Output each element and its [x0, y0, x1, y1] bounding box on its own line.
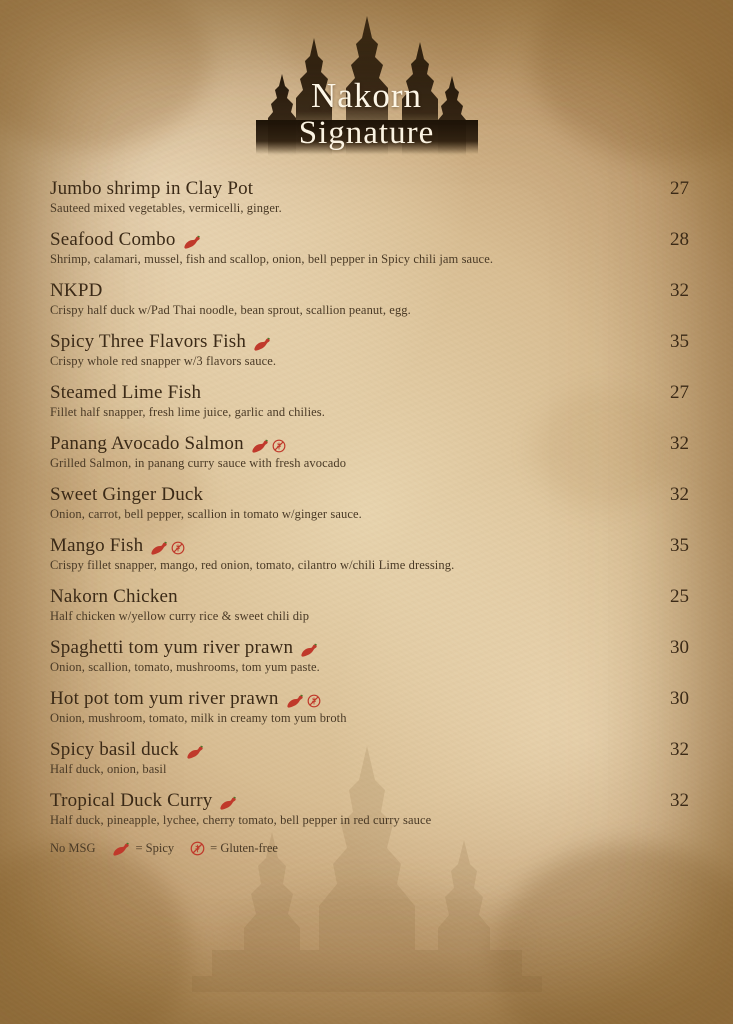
chili-icon	[150, 541, 169, 555]
menu-item-row	[50, 178, 689, 200]
gluten-free-icon	[272, 439, 286, 453]
menu-item-icons	[253, 337, 272, 351]
menu-item-description: Crispy whole red snapper w/3 flavors sauce.	[50, 354, 277, 368]
paper-stain	[220, 884, 520, 1004]
legend	[50, 841, 683, 856]
chili-icon	[300, 643, 319, 657]
menu-item-price: 35	[670, 331, 689, 352]
title-block	[0, 78, 733, 153]
menu-item	[50, 229, 689, 267]
menu-item-name-wrapper	[50, 535, 185, 557]
menu-item-description: Crispy fillet snapper, mango, red onion, tomato, cilantro w/chili Lime dressing.	[50, 558, 455, 572]
menu-item-description: Half duck, onion, basil	[50, 762, 167, 776]
menu-item	[50, 535, 689, 573]
menu-item-price: 32	[670, 433, 689, 454]
menu-item	[50, 739, 689, 777]
menu-item-name-wrapper	[50, 484, 203, 506]
menu-item-row	[50, 382, 689, 404]
menu-item-description: Shrimp, calamari, mussel, fish and scallop, onion, bell pepper in Spicy chili jam sauce.	[50, 252, 494, 266]
menu-item-name: Seafood Combo	[50, 229, 176, 250]
menu-item-name: Nakorn Chicken	[50, 586, 178, 607]
menu-item-row	[50, 484, 689, 506]
menu-item-icons	[300, 643, 319, 657]
menu-item-price: 32	[670, 484, 689, 505]
menu-item-name: Panang Avocado Salmon	[50, 433, 244, 454]
menu-item-name-wrapper	[50, 433, 286, 455]
menu-item-name-wrapper	[50, 637, 319, 659]
menu-item-description: Onion, carrot, bell pepper, scallion in tomato w/ginger sauce.	[50, 507, 362, 521]
menu-item-description: Onion, scallion, tomato, mushrooms, tom yum paste.	[50, 660, 320, 674]
menu-item-price: 32	[670, 280, 689, 301]
menu-item-name: Mango Fish	[50, 535, 144, 556]
menu-item-description: Grilled Salmon, in panang curry sauce with fresh avocado	[50, 456, 347, 470]
menu-item-row	[50, 535, 689, 557]
menu-item-name: NKPD	[50, 280, 103, 301]
menu-item	[50, 790, 689, 828]
menu-item-description: Sauteed mixed vegetables, vermicelli, ginger.	[50, 201, 282, 215]
menu-item	[50, 586, 689, 624]
menu-item-row	[50, 688, 689, 710]
menu-item-name: Spaghetti tom yum river prawn	[50, 637, 294, 658]
paper-stain	[0, 844, 190, 1024]
menu-item	[50, 637, 689, 675]
menu-item-name-wrapper	[50, 382, 201, 404]
menu-item	[50, 331, 689, 369]
menu-item-icons	[150, 541, 185, 555]
menu-item-name: Tropical Duck Curry	[50, 790, 213, 811]
menu-item-name-wrapper	[50, 178, 253, 200]
gluten-free-icon	[307, 694, 321, 708]
chili-icon	[253, 337, 272, 351]
page-subtitle: Signature	[298, 114, 435, 151]
chili-icon	[186, 745, 205, 759]
menu-item-icons	[183, 235, 202, 249]
menu-item-description: Onion, mushroom, tomato, milk in creamy tom yum broth	[50, 711, 347, 725]
menu-item-description: Half chicken w/yellow curry rice & sweet chili dip	[50, 609, 310, 623]
menu-item-row	[50, 229, 689, 251]
menu-item-price: 35	[670, 535, 689, 556]
menu-header	[0, 0, 733, 176]
menu-item-price: 30	[670, 688, 689, 709]
menu-item-icons	[219, 796, 238, 810]
menu-item	[50, 178, 689, 216]
menu-item-name-wrapper	[50, 688, 321, 710]
menu-item-name: Sweet Ginger Duck	[50, 484, 204, 505]
chili-icon	[112, 842, 131, 856]
menu-item-price: 32	[670, 739, 689, 760]
menu-item-name-wrapper	[50, 739, 205, 761]
menu-item-name-wrapper	[50, 331, 272, 353]
menu-item	[50, 433, 689, 471]
menu-item-row	[50, 637, 689, 659]
gluten-free-icon	[190, 841, 205, 856]
menu-item-name-wrapper	[50, 790, 238, 812]
gluten-free-icon	[171, 541, 185, 555]
menu-item-name: Spicy Three Flavors Fish	[50, 331, 247, 352]
menu-item-description: Fillet half snapper, fresh lime juice, garlic and chilies.	[50, 405, 326, 419]
menu-item-icons	[251, 439, 286, 453]
menu-item-icons	[186, 745, 205, 759]
chili-icon	[286, 694, 305, 708]
menu-item-row	[50, 790, 689, 812]
menu-item-name-wrapper	[50, 586, 178, 608]
menu-item-price: 25	[670, 586, 689, 607]
menu-item-price: 32	[670, 790, 689, 811]
menu-item-price: 30	[670, 637, 689, 658]
menu-item-row	[50, 586, 689, 608]
menu-item-row	[50, 433, 689, 455]
chili-icon	[183, 235, 202, 249]
menu-item	[50, 280, 689, 318]
menu-item-row	[50, 331, 689, 353]
menu-item-name: Jumbo shrimp in Clay Pot	[50, 178, 254, 199]
menu-item-name: Hot pot tom yum river prawn	[50, 688, 279, 709]
menu-item-row	[50, 280, 689, 302]
menu-item-name: Steamed Lime Fish	[50, 382, 202, 403]
menu-item-row	[50, 739, 689, 761]
menu-item	[50, 484, 689, 522]
paper-stain	[493, 844, 733, 1024]
menu-item-price: 27	[670, 178, 689, 199]
menu-item-icons	[286, 694, 321, 708]
menu-items-list	[50, 178, 689, 828]
legend-gluten-free-label: = Gluten-free	[210, 841, 278, 855]
chili-icon	[251, 439, 270, 453]
legend-no-msg: No MSG	[50, 841, 96, 855]
menu-item-price: 27	[670, 382, 689, 403]
chili-icon	[219, 796, 238, 810]
menu-item-name-wrapper	[50, 229, 202, 251]
menu-item	[50, 382, 689, 420]
menu-item-name: Spicy basil duck	[50, 739, 179, 760]
page-title: Nakorn	[311, 76, 422, 115]
menu-item	[50, 688, 689, 726]
menu-item-price: 28	[670, 229, 689, 250]
menu-item-name-wrapper	[50, 280, 103, 302]
menu-item-description: Crispy half duck w/Pad Thai noodle, bean sprout, scallion peanut, egg.	[50, 303, 411, 317]
menu-item-description: Half duck, pineapple, lychee, cherry tomato, bell pepper in red curry sauce	[50, 813, 432, 827]
legend-spicy-label: = Spicy	[135, 841, 175, 855]
